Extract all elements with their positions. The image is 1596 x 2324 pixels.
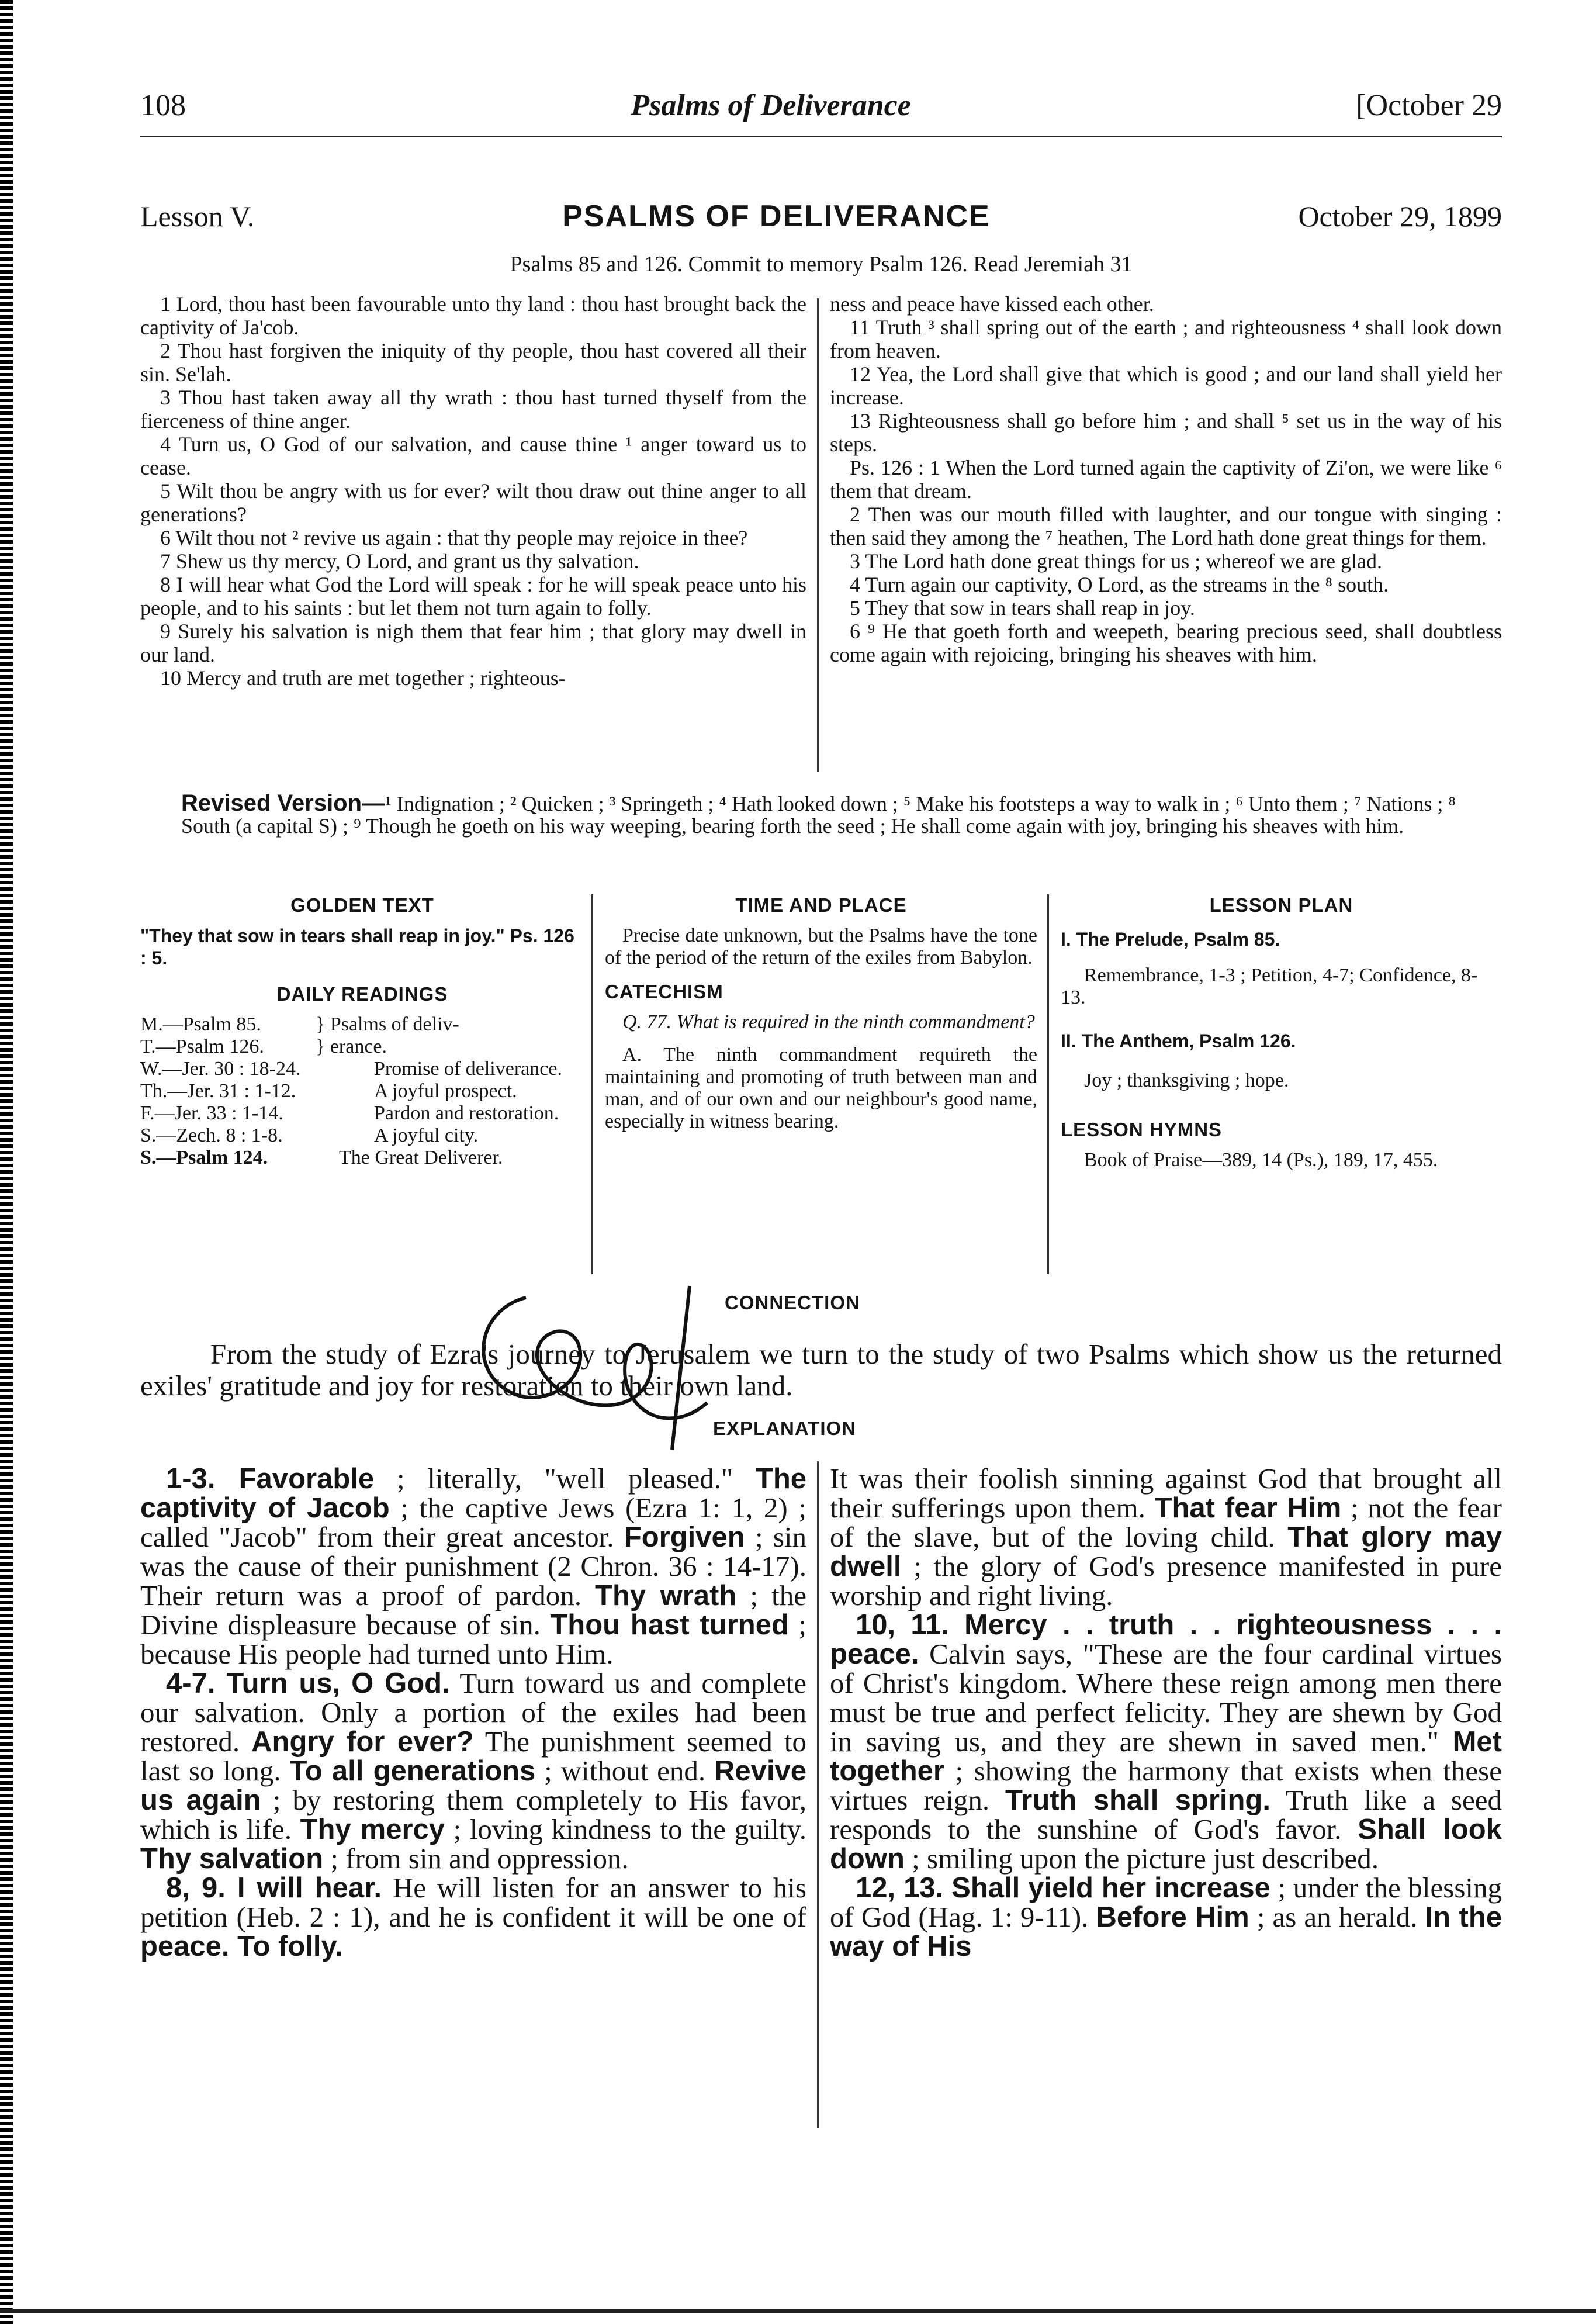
verse: 2 Thou hast forgiven the iniquity of thy people, thou hast covered all their sin. Se'lah. [140,339,806,386]
verse: 5 They that sow in tears shall reap in joy. [850,596,1195,620]
header-rule [140,136,1502,137]
lesson-plan-part1-title: I. The Prelude, Psalm 85. [1061,929,1280,950]
revised-version-label: Revised Version— [181,790,386,816]
lesson-hymns-text: Book of Praise—389, 14 (Ps.), 189, 17, 455. [1084,1149,1438,1171]
daily-reading-row: Th.—Jer. 31 : 1-12. A joyful prospect. [140,1080,517,1102]
daily-reading-row: S.—Zech. 8 : 1-8. A joyful city. [140,1125,479,1146]
verse: ness and peace have kissed each other. [830,292,1154,316]
verse: Ps. 126 : 1 When the Lord turned again the captivity of Zi'on, we were like ⁶ them that dream. [830,456,1502,503]
verse: 1 Lord, thou hast been favourable unto thy land : thou hast brought back the captivity of Ja'cob. [140,292,806,339]
scripture-divider [817,298,819,772]
verse: 5 Wilt thou be angry with us for ever? wilt thou draw out thine anger to all generations? [140,479,806,526]
catechism-answer: A. The ninth commandment requireth the maintaining and promoting of truth between man and man, and of our own and our neighbour's good name, especially in witness bearing. [605,1044,1037,1132]
explanation-right-column [830,1464,1502,1961]
lesson-plan-part2-title: II. The Anthem, Psalm 126. [1061,1030,1296,1052]
explanation-paragraph: 4-7. Turn us, O God. Turn toward us and complete our salvation. Only a portion of the exiles had been restored. Angry for ever? The punishment seemed to last so long. To all generations ; without end. Revive us again ; by restoring them completely to His favor, which is life. Thy mercy ; loving kindness to the guilty. Thy salvation ; from sin and oppression. [140,1667,807,1875]
daily-reading-row: M.—Psalm 85. } Psalms of deliv- [140,1014,459,1035]
daily-reading-row: T.—Psalm 126. } erance. [140,1036,387,1057]
daily-reading-row: W.—Jer. 30 : 18-24. Promise of deliverance. [140,1058,562,1080]
revised-version-text: ¹ Indignation ; ² Quicken ; ³ Springeth ; ⁴ Hath looked down ; ⁵ Make his footsteps a way to walk in ; ⁶ Unto them ; ⁷ Nations ; ⁸ South (a capital S) ; ⁹ Though he goeth on his way weeping, bearing forth the seed ; He shall come again with joy, bringing his sheaves with him. [181,792,1456,838]
time-place-box [605,894,1037,1133]
catechism-question: Q. 77. What is required in the ninth commandment? [622,1011,1035,1033]
verse: 4 Turn again our captivity, O Lord, as the streams in the ⁸ south. [850,573,1389,596]
verse: 3 The Lord hath done great things for us ; whereof we are glad. [850,549,1383,573]
lesson-plan-part2-text: Joy ; thanksgiving ; hope. [1084,1070,1289,1091]
lesson-readings: Psalms 85 and 126. Commit to memory Psalm 126. Read Jeremiah 31 [510,252,1133,276]
catechism-heading: CATECHISM [605,981,723,1002]
golden-text-box [140,894,584,1169]
verse: 6 Wilt thou not ² revive us again : that thy people may rejoice in thee? [160,526,748,549]
lesson-date: October 29, 1899 [1298,200,1502,233]
verse: 10 Mercy and truth are met together ; righteous- [160,666,566,690]
page-number: 108 [140,88,186,122]
lesson-plan-part1-text: Remembrance, 1-3 ; Petition, 4-7; Confidence, 8-13. [1061,964,1478,1008]
header-date: [October 29 [1356,88,1502,122]
explanation-paragraph: 12, 13. Shall yield her increase ; under the blessing of God (Hag. 1: 9-11). Before Him ; as an herald. In the way of His [830,1872,1502,1962]
lesson-plan-box [1061,894,1502,1171]
lesson-title: PSALMS OF DELIVERANCE [562,199,991,233]
verse: 12 Yea, the Lord shall give that which is good ; and our land shall yield her increase. [830,362,1502,409]
connection-text: From the study of Ezra's journey to Jerusalem we turn to the study of two Psalms which show us the returned exiles' gratitude and joy for restoration to their own land. [140,1338,1502,1402]
scan-bottom-edge [0,2309,1596,2313]
verse: 9 Surely his salvation is nigh them that fear him ; that glory may dwell in our land. [140,620,806,666]
explanation-heading: EXPLANATION [713,1417,857,1439]
revised-version-note [181,792,1502,837]
verse: 13 Righteousness shall go before him ; and shall ⁵ set us in the way of his steps. [830,409,1502,456]
daily-reading-row: S.—Psalm 124. The Great Deliverer. [140,1147,503,1168]
verse: 7 Shew us thy mercy, O Lord, and grant us thy salvation. [160,549,639,573]
scripture-left-column [140,292,806,690]
box-divider-2 [1047,894,1049,1274]
time-place-text: Precise date unknown, but the Psalms have the tone of the period of the return of the exiles from Babylon. [605,925,1037,969]
golden-text-heading: GOLDEN TEXT [290,894,434,916]
scripture-right-column [830,292,1502,666]
verse: 4 Turn us, O God of our salvation, and cause thine ¹ anger toward us to cease. [140,433,806,479]
lesson-heading [140,193,1502,240]
connection-heading: CONNECTION [725,1292,860,1313]
running-title: Psalms of Deliverance [631,88,911,122]
verse: 11 Truth ³ shall spring out of the earth ; and righteousness ⁴ shall look down from heaven. [830,316,1502,362]
explanation-paragraph: 1-3. Favorable ; literally, "well pleased." The captivity of Jacob ; the captive Jews (Ezra 1: 1, 2) ; called "Jacob" from their great ancestor. Forgiven ; sin was the cause of their punishment (2 Chron. 36 : 14-17). Their return was a proof of pardon. Thy wrath ; the Divine displeasure because of sin. Thou hast turned ; because His people had turned unto Him. [140,1462,807,1670]
daily-reading-row: F.—Jer. 33 : 1-14. Pardon and restoration. [140,1102,559,1124]
lesson-plan-heading: LESSON PLAN [1209,894,1353,916]
explanation-divider [817,1461,819,2128]
box-divider-1 [591,894,593,1274]
running-header [140,82,1502,129]
verse: 8 I will hear what God the Lord will speak : for he will speak peace unto his people, and to his saints : but let them not turn again to folly. [140,573,806,620]
lesson-hymns-heading: LESSON HYMNS [1061,1119,1223,1140]
explanation-paragraph: It was their foolish sinning against God that brought all their sufferings upon them. That fear Him ; not the fear of the slave, but of the loving child. That glory may dwell ; the glory of God's presence manifested in pure worship and right living. [830,1462,1502,1611]
explanation-left-column [140,1464,806,1961]
verse: 3 Thou hast taken away all thy wrath : thou hast turned thyself from the fierceness of thine anger. [140,386,806,433]
daily-readings-heading: DAILY READINGS [276,983,448,1005]
verse: 6 ⁹ He that goeth forth and weepeth, bearing precious seed, shall doubtless come again with rejoicing, bringing his sheaves with him. [830,620,1502,666]
scan-edge-artifact [0,0,13,2324]
verse: 2 Then was our mouth filled with laughter, and our tongue with singing : then said they among the ⁷ heathen, The Lord hath done great things for them. [830,503,1502,549]
explanation-paragraph: 10, 11. Mercy . . truth . . righteousness . . . peace. Calvin says, "These are the four cardinal virtues of Christ's kingdom. Where these reign among men there must be true and perfect felicity. They are shewn by God in saving us, and they are shewn in saved men." Met together ; showing the harmony that exists when these virtues reign. Truth shall spring. Truth like a seed responds to the sunshine of God's favor. Shall look down ; smiling upon the picture just described. [830,1609,1502,1875]
golden-text: "They that sow in tears shall reap in joy." Ps. 126 : 5. [140,925,574,969]
explanation-paragraph: 8, 9. I will hear. He will listen for an answer to his petition (Heb. 2 : 1), and he is confident it will be one of peace. To folly. [140,1872,806,1962]
lesson-label: Lesson V. [140,200,255,233]
time-place-heading: TIME AND PLACE [735,894,907,916]
